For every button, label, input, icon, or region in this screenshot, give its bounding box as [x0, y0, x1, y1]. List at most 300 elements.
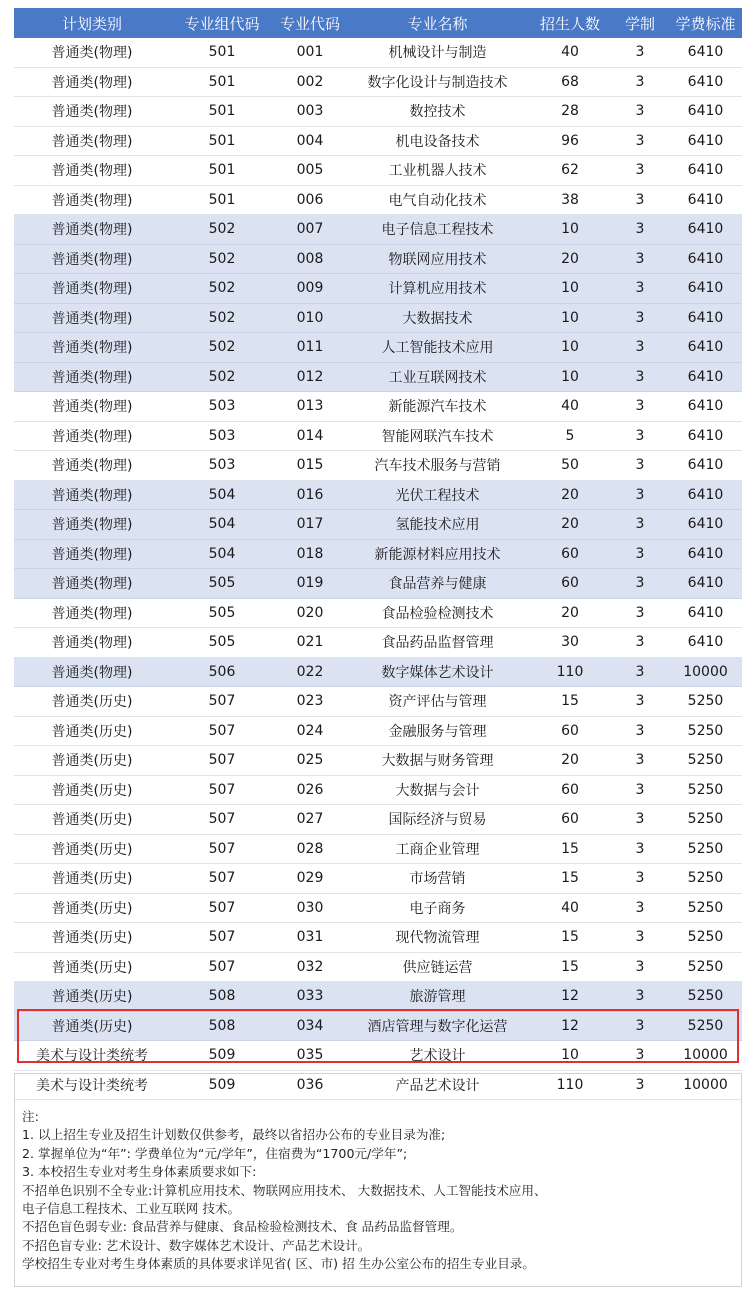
- cell-fee: 6410: [669, 480, 742, 510]
- cell-group-code: 509: [170, 1070, 274, 1100]
- table-row: [14, 303, 742, 333]
- cell-fee: 5250: [669, 864, 742, 894]
- cell-years: 3: [611, 156, 669, 186]
- cell-years: 3: [611, 598, 669, 628]
- cell-group-code: 502: [170, 362, 274, 392]
- note-line: 电子信息工程技术、工业互联网 技术。: [22, 1201, 241, 1217]
- cell-major-code: 027: [274, 805, 346, 835]
- cell-years: 3: [611, 244, 669, 274]
- cell-years: 3: [611, 628, 669, 658]
- cell-major-code: 004: [274, 126, 346, 156]
- cell-quota: 12: [529, 1011, 611, 1041]
- cell-category: 普通类(物理): [14, 628, 170, 658]
- cell-category: 普通类(物理): [14, 598, 170, 628]
- cell-category: 普通类(历史): [14, 805, 170, 835]
- cell-group-code: 503: [170, 451, 274, 481]
- header-quota: 招生人数: [529, 8, 611, 38]
- cell-group-code: 505: [170, 569, 274, 599]
- cell-category: 普通类(历史): [14, 746, 170, 776]
- cell-major-name: 数字化设计与制造技术: [346, 67, 529, 97]
- table-row: [14, 215, 742, 245]
- cell-major-code: 008: [274, 244, 346, 274]
- table-row: [14, 510, 742, 540]
- cell-quota: 5: [529, 421, 611, 451]
- cell-quota: 68: [529, 67, 611, 97]
- cell-major-code: 013: [274, 392, 346, 422]
- cell-fee: 6410: [669, 569, 742, 599]
- table-row: [14, 539, 742, 569]
- table-row: [14, 67, 742, 97]
- cell-group-code: 507: [170, 923, 274, 953]
- cell-quota: 20: [529, 510, 611, 540]
- cell-fee: 5250: [669, 716, 742, 746]
- cell-major-name: 工商企业管理: [346, 834, 529, 864]
- cell-group-code: 507: [170, 834, 274, 864]
- cell-major-name: 供应链运营: [346, 952, 529, 982]
- cell-major-code: 011: [274, 333, 346, 363]
- cell-category: 普通类(物理): [14, 392, 170, 422]
- cell-major-name: 资产评估与管理: [346, 687, 529, 717]
- cell-group-code: 507: [170, 716, 274, 746]
- table-row: [14, 421, 742, 451]
- cell-fee: 5250: [669, 805, 742, 835]
- cell-quota: 15: [529, 923, 611, 953]
- cell-years: 3: [611, 215, 669, 245]
- admissions-table-container: [14, 8, 742, 1100]
- table-row: [14, 392, 742, 422]
- cell-quota: 10: [529, 215, 611, 245]
- cell-major-name: 金融服务与管理: [346, 716, 529, 746]
- cell-group-code: 508: [170, 1011, 274, 1041]
- cell-years: 3: [611, 274, 669, 304]
- cell-group-code: 504: [170, 480, 274, 510]
- cell-years: 3: [611, 923, 669, 953]
- cell-category: 普通类(物理): [14, 362, 170, 392]
- cell-quota: 110: [529, 657, 611, 687]
- cell-category: 普通类(历史): [14, 982, 170, 1012]
- cell-quota: 40: [529, 392, 611, 422]
- cell-quota: 28: [529, 97, 611, 127]
- cell-category: 普通类(历史): [14, 716, 170, 746]
- cell-category: 普通类(物理): [14, 156, 170, 186]
- cell-years: 3: [611, 185, 669, 215]
- cell-years: 3: [611, 716, 669, 746]
- cell-years: 3: [611, 569, 669, 599]
- cell-group-code: 507: [170, 952, 274, 982]
- cell-category: 普通类(物理): [14, 274, 170, 304]
- cell-fee: 5250: [669, 1011, 742, 1041]
- cell-major-code: 025: [274, 746, 346, 776]
- cell-category: 普通类(物理): [14, 539, 170, 569]
- cell-quota: 15: [529, 864, 611, 894]
- note-line: 不招色盲专业: 艺术设计、数字媒体艺术设计、产品艺术设计。: [22, 1237, 371, 1253]
- cell-fee: 6410: [669, 362, 742, 392]
- table-row: [14, 923, 742, 953]
- table-body: [14, 38, 742, 1100]
- cell-fee: 6410: [669, 97, 742, 127]
- table-row: [14, 805, 742, 835]
- cell-fee: 5250: [669, 687, 742, 717]
- cell-major-name: 现代物流管理: [346, 923, 529, 953]
- cell-fee: 5250: [669, 775, 742, 805]
- cell-years: 3: [611, 746, 669, 776]
- header-group-code: 专业组代码: [170, 8, 274, 38]
- header-category: 计划类别: [14, 8, 170, 38]
- cell-years: 3: [611, 539, 669, 569]
- cell-major-code: 032: [274, 952, 346, 982]
- cell-quota: 60: [529, 569, 611, 599]
- cell-years: 3: [611, 362, 669, 392]
- table-row: [14, 598, 742, 628]
- note-line: 学校招生专业对考生身体素质的具体要求详见省( 区、市) 招 生办公室公布的招生专业目录。: [22, 1256, 535, 1272]
- note-line: 不招单色识别不全专业:计算机应用技术、物联网应用技术、 大数据技术、人工智能技术应用、: [22, 1182, 547, 1198]
- cell-years: 3: [611, 333, 669, 363]
- cell-years: 3: [611, 982, 669, 1012]
- table-row: [14, 1041, 742, 1071]
- cell-quota: 20: [529, 598, 611, 628]
- cell-major-code: 006: [274, 185, 346, 215]
- table-row: [14, 628, 742, 658]
- cell-quota: 96: [529, 126, 611, 156]
- header-years: 学制: [611, 8, 669, 38]
- table-row: [14, 982, 742, 1012]
- table-row: [14, 834, 742, 864]
- cell-category: 普通类(物理): [14, 303, 170, 333]
- cell-category: 普通类(历史): [14, 923, 170, 953]
- table-row: [14, 451, 742, 481]
- notes-heading: 注:: [22, 1109, 39, 1124]
- cell-years: 3: [611, 126, 669, 156]
- cell-major-code: 029: [274, 864, 346, 894]
- cell-major-code: 028: [274, 834, 346, 864]
- cell-years: 3: [611, 480, 669, 510]
- cell-major-name: 氢能技术应用: [346, 510, 529, 540]
- cell-fee: 10000: [669, 1041, 742, 1071]
- cell-major-name: 旅游管理: [346, 982, 529, 1012]
- cell-group-code: 503: [170, 392, 274, 422]
- cell-group-code: 501: [170, 97, 274, 127]
- cell-major-name: 汽车技术服务与营销: [346, 451, 529, 481]
- cell-quota: 110: [529, 1070, 611, 1100]
- cell-years: 3: [611, 38, 669, 67]
- cell-major-code: 024: [274, 716, 346, 746]
- cell-group-code: 509: [170, 1041, 274, 1071]
- cell-group-code: 504: [170, 510, 274, 540]
- table-row: [14, 156, 742, 186]
- cell-major-code: 010: [274, 303, 346, 333]
- cell-major-name: 大数据与会计: [346, 775, 529, 805]
- header-major-name: 专业名称: [346, 8, 529, 38]
- cell-fee: 6410: [669, 156, 742, 186]
- cell-category: 普通类(历史): [14, 775, 170, 805]
- cell-group-code: 507: [170, 864, 274, 894]
- table-row: [14, 480, 742, 510]
- cell-fee: 10000: [669, 1070, 742, 1100]
- cell-group-code: 501: [170, 156, 274, 186]
- cell-major-name: 数字媒体艺术设计: [346, 657, 529, 687]
- cell-major-name: 计算机应用技术: [346, 274, 529, 304]
- note-line: 1. 以上招生专业及招生计划数仅供参考，最终以省招办公布的专业目录为准;: [22, 1127, 446, 1143]
- cell-major-code: 018: [274, 539, 346, 569]
- cell-major-code: 019: [274, 569, 346, 599]
- cell-quota: 30: [529, 628, 611, 658]
- cell-quota: 60: [529, 539, 611, 569]
- cell-major-name: 智能网联汽车技术: [346, 421, 529, 451]
- table-row: [14, 746, 742, 776]
- cell-category: 普通类(历史): [14, 834, 170, 864]
- cell-category: 普通类(历史): [14, 864, 170, 894]
- cell-major-code: 002: [274, 67, 346, 97]
- cell-major-code: 007: [274, 215, 346, 245]
- cell-group-code: 506: [170, 657, 274, 687]
- table-row: [14, 687, 742, 717]
- cell-major-name: 大数据技术: [346, 303, 529, 333]
- cell-category: 美术与设计类统考: [14, 1070, 170, 1100]
- cell-major-name: 光伏工程技术: [346, 480, 529, 510]
- note-line: 3. 本校招生专业对考生身体素质要求如下:: [22, 1164, 257, 1180]
- cell-major-name: 机械设计与制造: [346, 38, 529, 67]
- cell-major-name: 机电设备技术: [346, 126, 529, 156]
- table-row: [14, 657, 742, 687]
- cell-major-code: 035: [274, 1041, 346, 1071]
- cell-fee: 5250: [669, 893, 742, 923]
- note-line: 2. 掌握单位为“年”: 学费单位为“元/学年”，住宿费为“1700元/学年”;: [22, 1145, 408, 1161]
- cell-category: 普通类(物理): [14, 97, 170, 127]
- cell-fee: 6410: [669, 392, 742, 422]
- table-row: [14, 244, 742, 274]
- table-row: [14, 185, 742, 215]
- cell-category: 普通类(物理): [14, 480, 170, 510]
- cell-major-code: 030: [274, 893, 346, 923]
- cell-category: 普通类(历史): [14, 1011, 170, 1041]
- cell-quota: 10: [529, 362, 611, 392]
- cell-group-code: 502: [170, 215, 274, 245]
- cell-category: 普通类(物理): [14, 421, 170, 451]
- cell-major-name: 新能源汽车技术: [346, 392, 529, 422]
- cell-category: 普通类(物理): [14, 657, 170, 687]
- cell-major-code: 036: [274, 1070, 346, 1100]
- table-row: [14, 333, 742, 363]
- admissions-table: [14, 8, 742, 1100]
- cell-major-code: 022: [274, 657, 346, 687]
- cell-quota: 40: [529, 38, 611, 67]
- table-row: [14, 716, 742, 746]
- cell-group-code: 507: [170, 805, 274, 835]
- cell-years: 3: [611, 303, 669, 333]
- cell-years: 3: [611, 893, 669, 923]
- table-row: [14, 362, 742, 392]
- cell-major-code: 016: [274, 480, 346, 510]
- table-row: [14, 274, 742, 304]
- cell-fee: 10000: [669, 657, 742, 687]
- cell-fee: 5250: [669, 982, 742, 1012]
- cell-group-code: 501: [170, 185, 274, 215]
- cell-years: 3: [611, 805, 669, 835]
- table-row: [14, 864, 742, 894]
- table-header-row: [14, 8, 742, 38]
- cell-major-name: 食品营养与健康: [346, 569, 529, 599]
- table-row: [14, 126, 742, 156]
- cell-years: 3: [611, 657, 669, 687]
- cell-category: 普通类(物理): [14, 185, 170, 215]
- header-fee: 学费标准: [669, 8, 742, 38]
- cell-group-code: 508: [170, 982, 274, 1012]
- cell-major-name: 新能源材料应用技术: [346, 539, 529, 569]
- header-major-code: 专业代码: [274, 8, 346, 38]
- cell-fee: 6410: [669, 421, 742, 451]
- cell-fee: 5250: [669, 952, 742, 982]
- cell-major-name: 工业互联网技术: [346, 362, 529, 392]
- cell-category: 普通类(历史): [14, 687, 170, 717]
- cell-major-name: 人工智能技术应用: [346, 333, 529, 363]
- cell-major-name: 电气自动化技术: [346, 185, 529, 215]
- cell-category: 普通类(物理): [14, 126, 170, 156]
- cell-fee: 6410: [669, 67, 742, 97]
- cell-quota: 20: [529, 746, 611, 776]
- cell-years: 3: [611, 97, 669, 127]
- cell-quota: 60: [529, 775, 611, 805]
- cell-quota: 60: [529, 716, 611, 746]
- cell-fee: 6410: [669, 539, 742, 569]
- cell-fee: 6410: [669, 598, 742, 628]
- cell-major-code: 012: [274, 362, 346, 392]
- cell-major-code: 001: [274, 38, 346, 67]
- cell-major-code: 003: [274, 97, 346, 127]
- cell-fee: 6410: [669, 126, 742, 156]
- note-line: 不招色盲色弱专业: 食品营养与健康、食品检验检测技术、食 品药品监督管理。: [22, 1219, 463, 1235]
- cell-major-code: 026: [274, 775, 346, 805]
- cell-quota: 15: [529, 952, 611, 982]
- cell-fee: 6410: [669, 274, 742, 304]
- cell-years: 3: [611, 1011, 669, 1041]
- cell-years: 3: [611, 834, 669, 864]
- cell-major-name: 产品艺术设计: [346, 1070, 529, 1100]
- cell-fee: 6410: [669, 215, 742, 245]
- cell-years: 3: [611, 864, 669, 894]
- cell-quota: 15: [529, 834, 611, 864]
- cell-major-name: 酒店管理与数字化运营: [346, 1011, 529, 1041]
- cell-years: 3: [611, 1041, 669, 1071]
- cell-quota: 10: [529, 303, 611, 333]
- table-row: [14, 893, 742, 923]
- cell-quota: 12: [529, 982, 611, 1012]
- cell-quota: 20: [529, 480, 611, 510]
- cell-major-code: 015: [274, 451, 346, 481]
- cell-major-code: 033: [274, 982, 346, 1012]
- cell-quota: 15: [529, 687, 611, 717]
- cell-major-code: 005: [274, 156, 346, 186]
- cell-group-code: 507: [170, 775, 274, 805]
- cell-years: 3: [611, 952, 669, 982]
- cell-major-code: 017: [274, 510, 346, 540]
- cell-years: 3: [611, 392, 669, 422]
- cell-group-code: 507: [170, 893, 274, 923]
- cell-group-code: 502: [170, 333, 274, 363]
- cell-major-code: 021: [274, 628, 346, 658]
- cell-quota: 10: [529, 333, 611, 363]
- cell-group-code: 501: [170, 38, 274, 67]
- cell-years: 3: [611, 687, 669, 717]
- cell-major-name: 电子商务: [346, 893, 529, 923]
- cell-major-name: 食品药品监督管理: [346, 628, 529, 658]
- cell-fee: 6410: [669, 451, 742, 481]
- cell-major-name: 国际经济与贸易: [346, 805, 529, 835]
- cell-years: 3: [611, 451, 669, 481]
- cell-fee: 6410: [669, 38, 742, 67]
- cell-quota: 40: [529, 893, 611, 923]
- cell-major-code: 009: [274, 274, 346, 304]
- cell-quota: 50: [529, 451, 611, 481]
- cell-quota: 62: [529, 156, 611, 186]
- cell-major-code: 034: [274, 1011, 346, 1041]
- cell-group-code: 504: [170, 539, 274, 569]
- cell-category: 普通类(物理): [14, 451, 170, 481]
- cell-category: 普通类(物理): [14, 510, 170, 540]
- cell-group-code: 507: [170, 746, 274, 776]
- cell-category: 美术与设计类统考: [14, 1041, 170, 1071]
- cell-fee: 6410: [669, 303, 742, 333]
- cell-fee: 6410: [669, 628, 742, 658]
- cell-category: 普通类(物理): [14, 215, 170, 245]
- cell-group-code: 502: [170, 244, 274, 274]
- table-row: [14, 38, 742, 67]
- cell-category: 普通类(历史): [14, 952, 170, 982]
- cell-fee: 5250: [669, 923, 742, 953]
- cell-category: 普通类(物理): [14, 244, 170, 274]
- cell-group-code: 505: [170, 628, 274, 658]
- cell-years: 3: [611, 421, 669, 451]
- table-row: [14, 775, 742, 805]
- cell-category: 普通类(物理): [14, 569, 170, 599]
- table-row: [14, 1011, 742, 1041]
- notes-section: [22, 1108, 747, 1274]
- cell-major-name: 大数据与财务管理: [346, 746, 529, 776]
- cell-group-code: 507: [170, 687, 274, 717]
- cell-major-code: 023: [274, 687, 346, 717]
- cell-major-name: 电子信息工程技术: [346, 215, 529, 245]
- cell-fee: 6410: [669, 333, 742, 363]
- cell-quota: 20: [529, 244, 611, 274]
- cell-group-code: 503: [170, 421, 274, 451]
- cell-years: 3: [611, 775, 669, 805]
- cell-major-code: 014: [274, 421, 346, 451]
- cell-fee: 6410: [669, 510, 742, 540]
- cell-category: 普通类(历史): [14, 893, 170, 923]
- cell-years: 3: [611, 510, 669, 540]
- cell-major-name: 工业机器人技术: [346, 156, 529, 186]
- cell-group-code: 505: [170, 598, 274, 628]
- cell-years: 3: [611, 1070, 669, 1100]
- cell-fee: 5250: [669, 746, 742, 776]
- cell-major-name: 数控技术: [346, 97, 529, 127]
- cell-quota: 38: [529, 185, 611, 215]
- cell-fee: 6410: [669, 185, 742, 215]
- cell-major-code: 020: [274, 598, 346, 628]
- cell-quota: 60: [529, 805, 611, 835]
- cell-group-code: 502: [170, 303, 274, 333]
- cell-group-code: 501: [170, 67, 274, 97]
- cell-quota: 10: [529, 274, 611, 304]
- cell-group-code: 501: [170, 126, 274, 156]
- cell-major-name: 物联网应用技术: [346, 244, 529, 274]
- table-row: [14, 97, 742, 127]
- cell-quota: 10: [529, 1041, 611, 1071]
- cell-major-name: 艺术设计: [346, 1041, 529, 1071]
- table-row: [14, 569, 742, 599]
- cell-years: 3: [611, 67, 669, 97]
- cell-category: 普通类(物理): [14, 67, 170, 97]
- cell-fee: 6410: [669, 244, 742, 274]
